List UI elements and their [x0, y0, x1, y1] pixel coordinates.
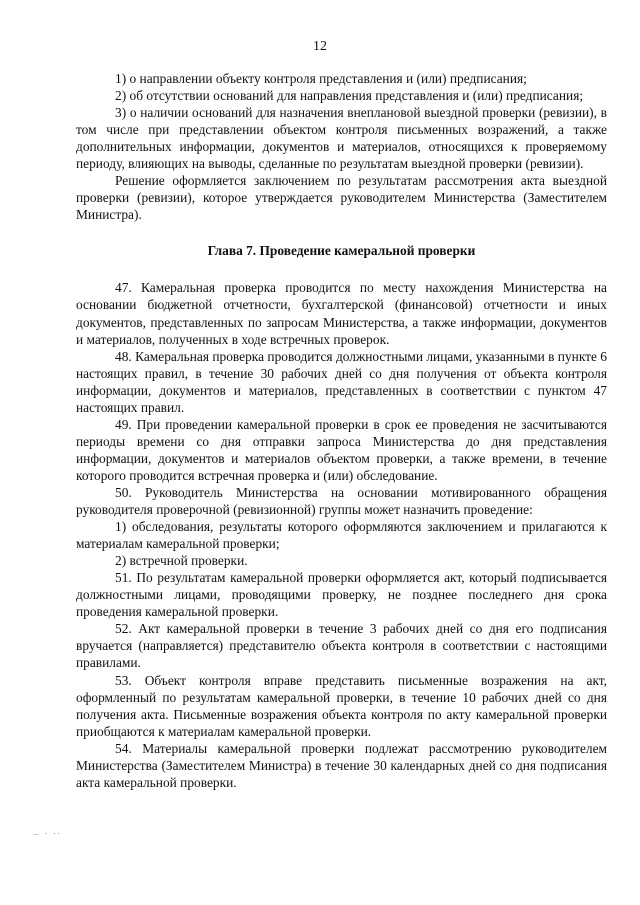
chapter-heading: Глава 7. Проведение камеральной проверки: [207, 243, 476, 259]
paragraph-50-item-1: 1) обследования, результаты которого оформляются заключением и прилагаются к материалам камеральной проверки;: [76, 519, 607, 552]
paragraph-53: 53. Объект контроля вправе представить письменные возражения на акт, оформленный по результатам камеральной проверки, в течение 10 рабочих дней со дня получения акта. Письменные возражения объекта контроля по акту камеральной проверки приобщаются к материалам камеральной проверки.: [76, 672, 607, 739]
paragraph-48: 48. Камеральная проверка проводится должностными лицами, указанными в пункте 6 настоящих правил, в течение 30 рабочих дней со дня получения от объекта контроля информации, документов и материалов, представленных в соответствии с пунктом 47 настоящих правил.: [76, 348, 607, 415]
paragraph-decision: Решение оформляется заключением по результатам рассмотрения акта выездной проверки (ревизии), которое утверждается руководителем Министерства (Заместителем Министра).: [76, 173, 607, 223]
paragraph-item-3: 3) о наличии оснований для назначения внеплановой выездной проверки (ревизии), в том числе при представлении объектом контроля письменных возражений, а также дополнительных информации, документов и материалов, относящихся к проверяемому периоду, влияющих на выводы, сделанные по результатам выездной проверки (ревизии).: [76, 105, 607, 172]
paragraph-52: 52. Акт камеральной проверки в течение 3 рабочих дней со дня его подписания вручается (направляется) представителю объекта контроля в соответствии с настоящими правилами.: [76, 621, 607, 671]
document-body: [76, 70, 607, 791]
scan-artifact: _ . ..: [34, 826, 62, 836]
paragraph-item-1: 1) о направлении объекту контроля представления и (или) предписания;: [115, 71, 527, 86]
paragraph-50-item-2: 2) встречной проверки.: [115, 553, 248, 569]
paragraph-47: 47. Камеральная проверка проводится по месту нахождения Министерства на основании бюджетной отчетности, бухгалтерской (финансовой) отчетности и иных документов, представленных по запросам Министерства, а также информации, документов и материалов, полученных в ходе встречных проверок.: [76, 280, 607, 347]
paragraph-49: 49. При проведении камеральной проверки в срок ее проведения не засчитываются периоды времени со дня отправки запроса Министерства до дня представления информации, документов и материалов объектом проверки, а также времени, в течение которого проводится встречная проверка и (или) обследование.: [76, 416, 607, 483]
paragraph-51: 51. По результатам камеральной проверки оформляется акт, который подписывается должностными лицами, проводящими проверку, не позднее последнего дня срока проведения камеральной проверки.: [76, 570, 607, 620]
paragraph-50: 50. Руководитель Министерства на основании мотивированного обращения руководителя проверочной (ревизионной) группы может назначить проведение:: [76, 484, 607, 518]
paragraph-54: 54. Материалы камеральной проверки подлежат рассмотрению руководителем Министерства (Заместителем Министра) в течение 30 календарных дней со дня подписания акта камеральной проверки.: [76, 740, 607, 790]
page-number: 12: [313, 39, 327, 54]
paragraph-item-2: 2) об отсутствии оснований для направления представления и (или) предписания;: [115, 88, 584, 104]
